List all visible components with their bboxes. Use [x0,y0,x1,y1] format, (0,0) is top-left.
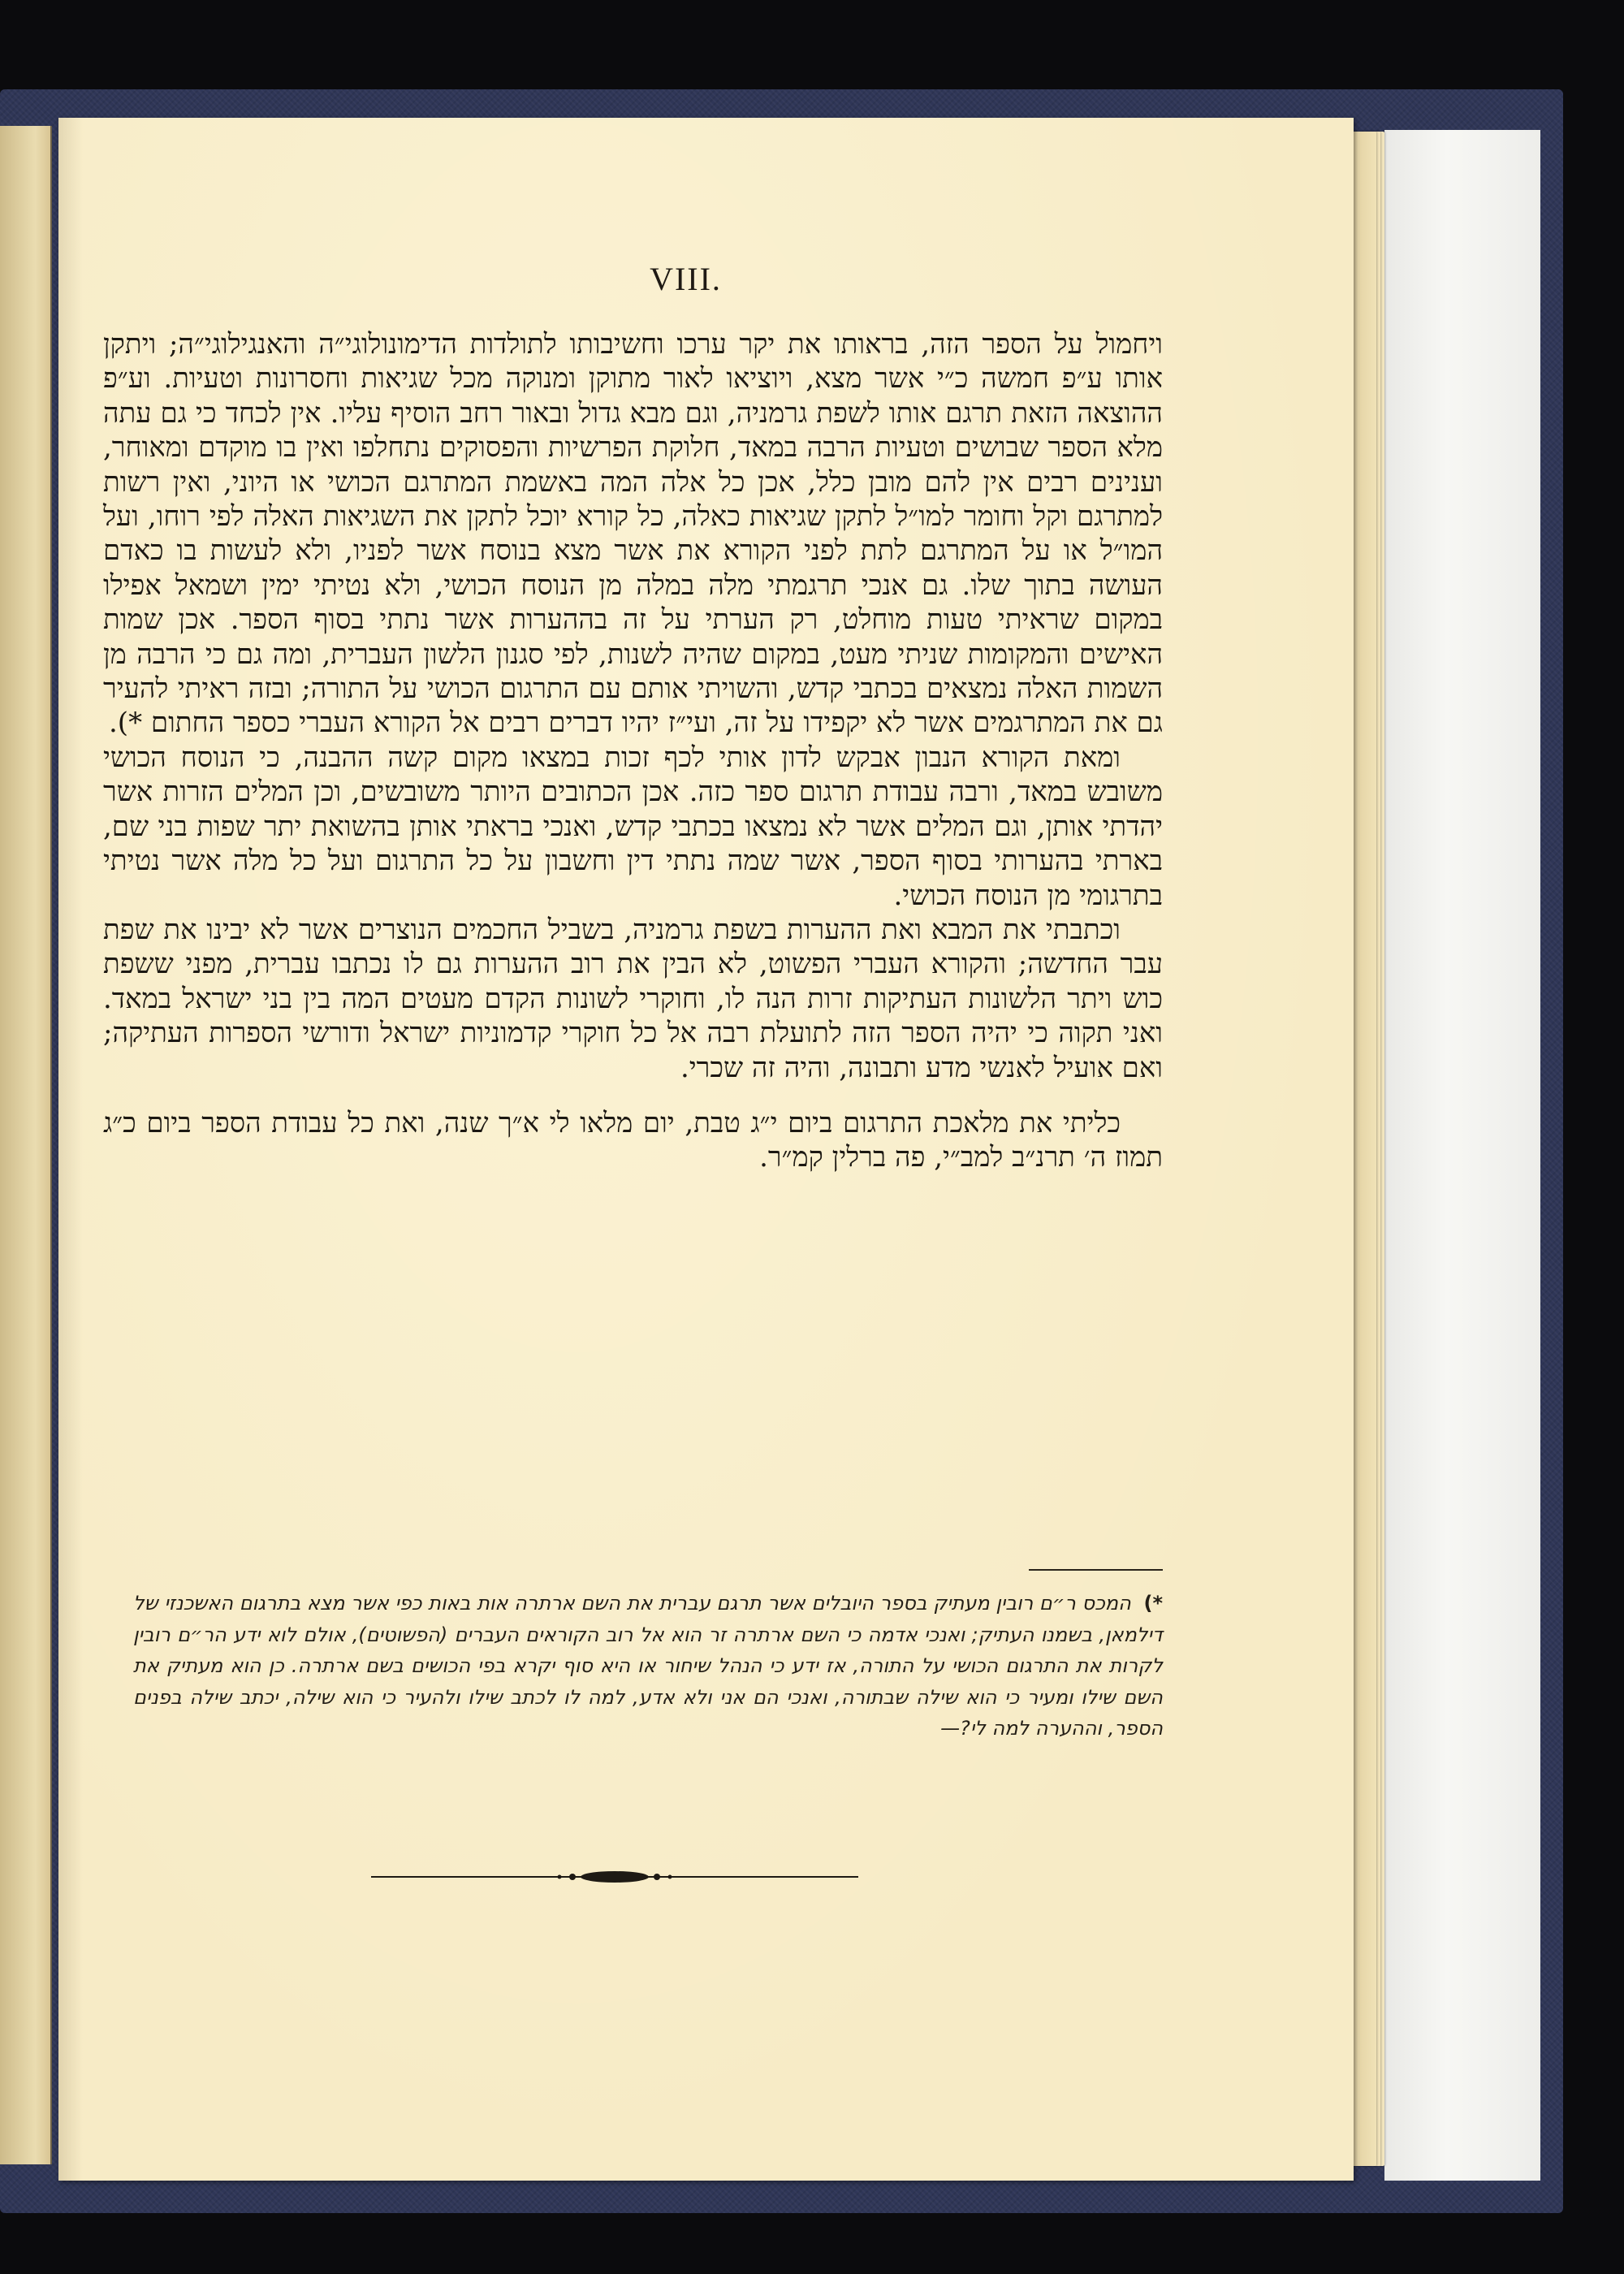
body-text [103,327,1163,1175]
book-page [58,118,1354,2181]
footnote-rule [1029,1569,1163,1571]
footnote [133,1588,1163,1744]
body-paragraph: וכתבתי את המבא ואת ההערות בשפת גרמניה, בשביל החכמים הנוצרים אשר לא יבינו את שפת עבר החדשה; והקורא העברי הפשוט, לא הבין את רוב ההערות גם לו נכתבו עברית, מפני ששפת כוש ויתר הלשונות העתיקות זרות הנה לו, וחוקרי לשונות הקדם מעטים המה בין בני ישראל במאד. ואני תקוה כי יהיה הספר הזה לתועלת רבה אל כל חוקרי קדמוניות ישראל ודורשי הספרות העתיקה; ואם אועיל לאנשי מדע ותבונה, והיה זה שכרי. [103,913,1163,1084]
page-number-header: VIII. [650,261,722,297]
footnote-text: המכס ר״ם רובין מעתיק בספר היובלים אשר תרגם עברית את השם ארתרה אות באות כפי אשר מצא בתרגום האשכנזי של דילמאן, בשמנו העתיק; ואנכי אדמה כי השם ארתרה זר הוא אל רוב הקוראים העברים (הפשוטים), אולם לוא ידע הר״ם רובין לקרות את התרגום הכושי על התורה, אז ידע כי הנהל שיחור או היא סוף יקרא בפי הכושים בשם ארתרה. כן הוא מעתיק את השם שילו ומעיר כי הוא שילה שבתורה, ואנכי הם אני ולא אדע, למה לו לכתב שילו ולהעיר כי הוא שילה, יכתב שילה בפנים הספר, וההערה למה לי?— [133,1592,1163,1740]
body-paragraph: כליתי את מלאכת התרגום ביום י״ג טבת, יום מלאו לי א״ך שנה, ואת כל עבודת הספר ביום כ״ג תמוז ה׳ תרנ״ב למב״י, פה ברלין קמ״ר. [103,1106,1163,1174]
body-paragraph: ויחמול על הספר הזה, בראותו את יקר ערכו וחשיבותו לתולדות הדימונולוגי״ה והאנגילוגי״ה; ויתקן אותו ע״פ חמשה כ״י אשר מצא, ויוציאו לאור מתוקן ומנוקה מכל שגיאות וחסרונות וטעיות. וע״פ ההוצאה הזאת תרגם אותו לשפת גרמניה, וגם מבא גדול ובאור רחב הוסיף עליו. אין לכחד כי גם עתה מלא הספר שבושים וטעיות הרבה במאד, חלוקת הפרשיות והפסוקים נתחלפו ואין בו מוקדם ומאוחר, וענינים רבים אין להם מובן כלל, אכן כל אלה המה באשמת המתרגם הכושי או היוני, ואין רשות למתרגם וקל וחומר למו״ל לתקן שגיאות כאלה, כל קורא יוכל לתקן את השגיאות האלה לפי רוחו, ועל המו״ל או על המתרגם לתת לפני הקורא את אשר מצא בנוסח אשר לפניו, ולא לעשות בו כאדם העושה בתוך שלו. גם אנכי תרגמתי מלה במלה מן הנוסח הכושי, ולא נטיתי ימין ושמאל אפילו במקום שראיתי טעות מוחלט, רק הערתי על זה בההערות אשר נתתי בסוף הספר. אכן שמות האישים והמקומות שניתי מעט, במקום שהיה לשנות, לפי סגנון הלשון העברית, ומה גם כי הרבה מן השמות האלה נמצאים בכתבי קדש, והשויתי אותם עם התרגום הכושי על התורה; ובזה ראיתי להעיר גם את המתרגמים אשר לא יקפידו על זה, ועי״ז יהיו דברים רבים אל הקורא העברי כספר החתום *). [103,328,1163,740]
footnote-marker: *) [1143,1592,1163,1615]
body-paragraph: ומאת הקורא הנבון אבקש לדון אותי לכף זכות במצאו מקום קשה ההבנה, כי הנוסח הכושי משובש במאד, ורבה עבודת תרגום ספר כזה. אכן הכתובים היותר משובשים, וכן המלים הזרות אשר יהדתי אותן, וגם המלים אשר לא נמצאו בכתבי קדש, ואנכי בראתי אותן בהשואת יתר שפות בני שם, בארתי בהערותי בסוף הספר, אשר שמה נתתי דין וחשבון על כל התרגום ועל כל מלה אשר נטיתי בתרגומי מן הנוסח הכושי. [103,741,1163,912]
ornament-divider [371,1867,858,1887]
left-page-edge [0,126,52,2164]
endpaper [1384,130,1540,2181]
page-stack-edge [1360,132,1376,2166]
